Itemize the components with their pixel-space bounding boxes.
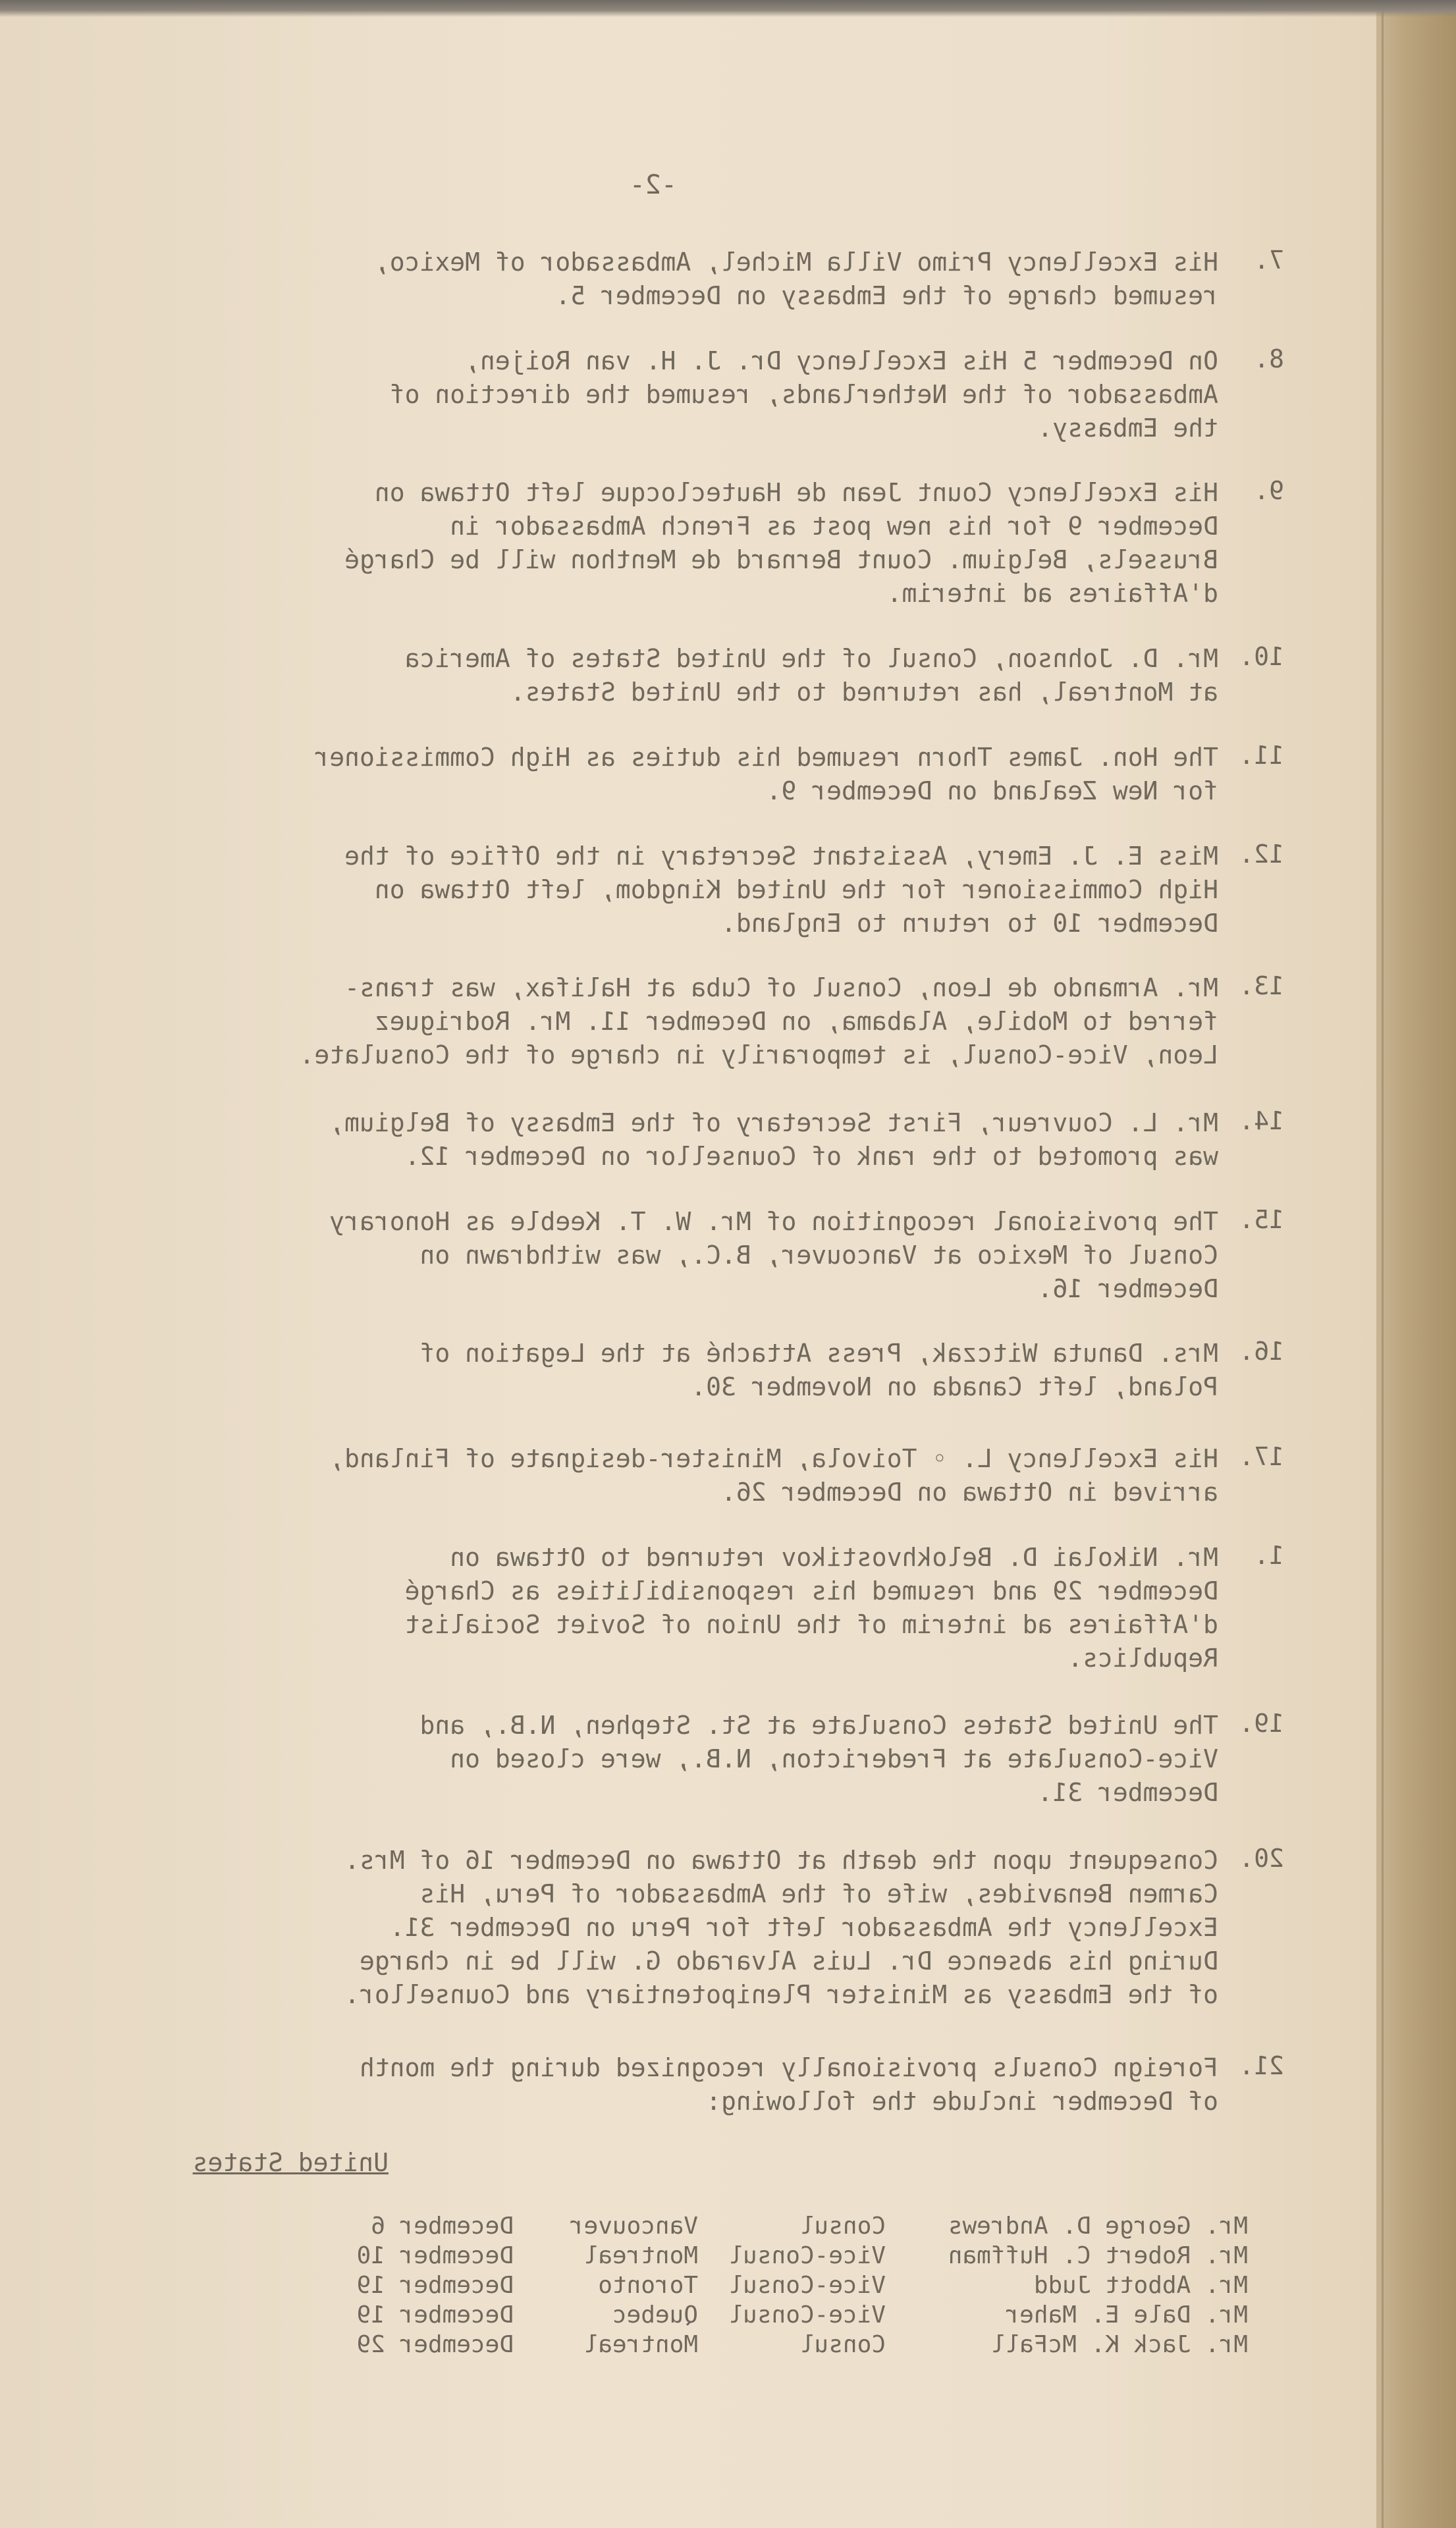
- item-text-line: Republics.: [1067, 1644, 1218, 1673]
- item-text-line: Leon, Vice-Consul, is temporarily in charge of the Consulate.: [299, 1040, 1218, 1069]
- consul-name: Mr. George D. Andrews: [948, 2213, 1248, 2240]
- consuls-section-heading: United States: [192, 2148, 389, 2177]
- item-text: [204, 476, 1218, 610]
- item-text-line: His Excellency Primo Villa Michel, Ambassador of Mexico,: [374, 248, 1218, 277]
- item-text-line: of December include the following:: [706, 2087, 1218, 2116]
- item-number: 15.: [1239, 1205, 1284, 1234]
- item-text-line: During his absence Dr. Luis Alvarado G. will be in charge: [359, 1947, 1218, 1976]
- item-text: [204, 1106, 1218, 1173]
- consul-rank: Vice-Consul: [728, 2272, 886, 2299]
- item-text-line: The United States Consulate at St. Stephen, N.B., and: [419, 1711, 1218, 1740]
- item-number: 21.: [1239, 2051, 1284, 2080]
- item-number: 11.: [1239, 741, 1284, 770]
- consul-date: December 19: [356, 2301, 514, 2328]
- item-text: [204, 2051, 1218, 2118]
- consul-name: Mr. Abbott Judd: [1033, 2272, 1248, 2299]
- item-text: [204, 1205, 1218, 1306]
- item-text-line: December 9 for his new post as French Ambassador in: [450, 512, 1218, 541]
- consul-rank: Vice-Consul: [728, 2242, 886, 2269]
- consul-date: December 29: [356, 2331, 514, 2358]
- item-text-line: Mr. Armando de Leon, Consul of Cuba at Halifax, was trans-: [344, 973, 1218, 1002]
- consul-date: December 19: [356, 2272, 514, 2299]
- consul-rank: Consul: [799, 2331, 886, 2358]
- item-text-line: High Commissioner for the United Kingdom, left Ottawa on: [374, 875, 1218, 904]
- item-text-line: d'Affaires ad interim of the Union of Soviet Socialist: [404, 1610, 1218, 1639]
- consul-date: December 10: [356, 2242, 514, 2269]
- item-text: [204, 1709, 1218, 1810]
- item-text-line: The provisional recognition of Mr. W. T. Keeble as Honorary: [329, 1207, 1218, 1236]
- item-text-line: On December 5 His Excellency Dr. J. H. van Roijen,: [465, 346, 1218, 375]
- item-text-line: the Embassy.: [1037, 414, 1218, 443]
- item-text-line: Brussels, Belgium. Count Bernard de Menthon will be Chargé: [344, 545, 1218, 574]
- item-text: [204, 1337, 1218, 1404]
- item-text-line: December 16.: [1037, 1274, 1218, 1303]
- item-text: [204, 344, 1218, 445]
- consul-city: Vancouver: [569, 2213, 698, 2240]
- item-text: [204, 840, 1218, 940]
- item-number: 20.: [1239, 1844, 1284, 1873]
- item-number: 7.: [1254, 246, 1284, 275]
- item-text: [204, 642, 1218, 709]
- consul-name: Mr. Jack K. McFall: [990, 2331, 1248, 2358]
- item-text-line: Excellency the Ambassador left for Peru on December 31.: [389, 1913, 1218, 1942]
- item-text-line: December 29 and resumed his responsibilities as Chargé: [404, 1576, 1218, 1605]
- page-binding-edge: [1376, 0, 1456, 2528]
- table-row: [260, 2211, 1248, 2241]
- item-text: [204, 971, 1218, 1072]
- item-text-line: Mr. L. Couvreur, First Secretary of the Embassy of Belgium,: [329, 1108, 1218, 1137]
- table-row: [260, 2271, 1248, 2300]
- item-text-line: Ambassador of the Netherlands, resumed the direction of: [389, 380, 1218, 409]
- item-text-line: Foreign Consuls provisionally recognized during the month: [359, 2053, 1218, 2082]
- item-text-line: Carmen Benavides, wife of the Ambassador of Peru, His: [419, 1879, 1218, 1908]
- item-number: 9.: [1254, 476, 1284, 505]
- item-text-line: ferred to Mobile, Alabama, on December 11. Mr. Rodriguez: [374, 1007, 1218, 1036]
- page-number: -2-: [629, 170, 677, 200]
- item-text-line: Miss E. J. Emery, Assistant Secretary in the Office of the: [344, 842, 1218, 871]
- item-text: [204, 741, 1218, 808]
- item-text-line: His Excellency Count Jean de Hauteclocque left Ottawa on: [374, 478, 1218, 507]
- item-text: [204, 1844, 1218, 2012]
- consul-city: Montreal: [583, 2331, 698, 2358]
- consul-city: Toronto: [598, 2272, 698, 2299]
- item-text-line: d'Affaires ad interim.: [886, 579, 1218, 608]
- consul-date: December 6: [371, 2213, 514, 2240]
- item-text-line: at Montreal, has returned to the United States.: [510, 678, 1218, 707]
- item-text-line: Mr. D. Johnson, Consul of the United States of America: [404, 644, 1218, 673]
- item-text-line: of the Embassy as Minister Plenipotentiary and Counsellor.: [344, 1980, 1218, 2009]
- item-number: 14.: [1239, 1106, 1284, 1135]
- consul-city: Quebec: [612, 2301, 698, 2328]
- consul-name: Mr. Robert C. Huffman: [948, 2242, 1248, 2269]
- item-number: 17.: [1239, 1442, 1284, 1471]
- item-text-line: resumed charge of the Embassy on December 5.: [555, 281, 1218, 310]
- item-number: 1.: [1254, 1541, 1284, 1570]
- item-text: [204, 1541, 1218, 1675]
- item-number: 19.: [1239, 1709, 1284, 1738]
- item-text-line: Vice-Consulate at Fredericton, N.B., were closed on: [450, 1744, 1218, 1773]
- item-text-line: December 10 to return to England.: [721, 909, 1218, 938]
- item-text-line: Mr. Nikolai D. Belokhvostikov returned to Ottawa on: [450, 1543, 1218, 1572]
- consul-rank: Consul: [799, 2213, 886, 2240]
- item-text-line: Consequent upon the death at Ottawa on December 16 of Mrs.: [344, 1846, 1218, 1875]
- item-text-line: December 31.: [1037, 1778, 1218, 1807]
- table-row: [260, 2241, 1248, 2271]
- item-text-line: The Hon. James Thorn resumed his duties as High Commissioner: [314, 743, 1218, 772]
- item-text-line: Poland, left Canada on November 30.: [691, 1372, 1218, 1401]
- item-text: [204, 246, 1218, 313]
- table-row: [260, 2300, 1248, 2330]
- item-number: 13.: [1239, 971, 1284, 1000]
- item-text: [204, 1442, 1218, 1509]
- item-number: 16.: [1239, 1337, 1284, 1366]
- item-text-line: for New Zealand on December 9.: [766, 776, 1218, 805]
- item-text-line: His Excellency L. ◦ Toivola, Minister-designate of Finland,: [329, 1444, 1218, 1473]
- item-text-line: arrived in Ottawa on December 26.: [721, 1478, 1218, 1507]
- consul-name: Mr. Dale E. Maher: [1005, 2301, 1248, 2328]
- item-text-line: Mrs. Danuta Witczak, Press Attaché at the Legation of: [419, 1339, 1218, 1368]
- item-text-line: was promoted to the rank of Counsellor on December 12.: [404, 1142, 1218, 1171]
- item-number: 8.: [1254, 344, 1284, 373]
- item-number: 12.: [1239, 840, 1284, 869]
- table-row: [260, 2330, 1248, 2359]
- consul-rank: Vice-Consul: [728, 2301, 886, 2328]
- item-number: 10.: [1239, 642, 1284, 671]
- item-text-line: Consul of Mexico at Vancouver, B.C., was withdrawn on: [419, 1241, 1218, 1270]
- consul-city: Montreal: [583, 2242, 698, 2269]
